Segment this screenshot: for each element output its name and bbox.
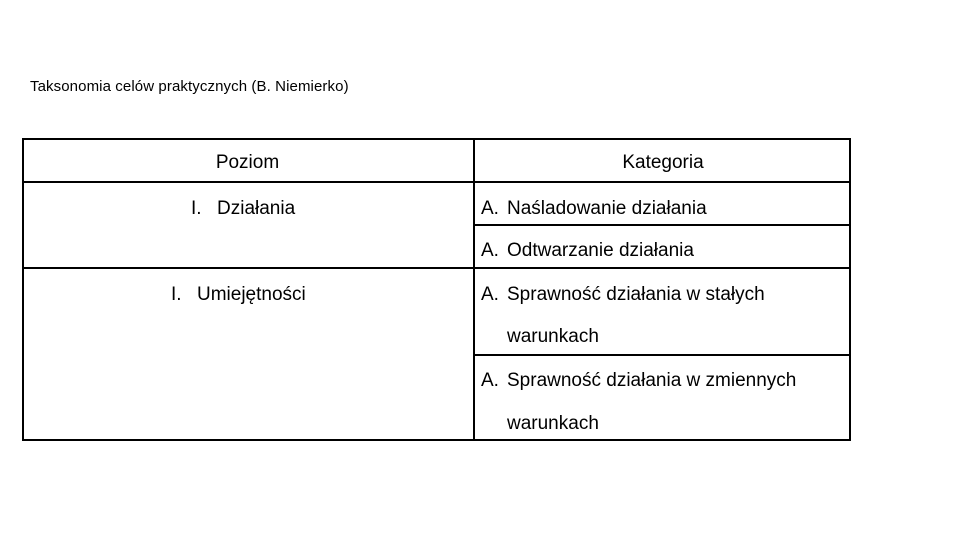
category-continuation: warunkach	[507, 326, 599, 347]
category-divider-2	[473, 354, 851, 356]
level-number: I.	[171, 284, 182, 305]
category-item-sprawnosc-zmienne	[481, 370, 796, 392]
category-label: Naśladowanie działania	[507, 198, 707, 219]
header-category: Kategoria	[622, 152, 704, 173]
category-label: Sprawność działania w stałych	[507, 284, 765, 305]
row-divider	[22, 267, 851, 269]
category-label: Odtwarzanie działania	[507, 240, 694, 261]
level-item-umiejetnosci	[171, 284, 306, 306]
category-item-sprawnosc-stale	[481, 284, 765, 306]
category-label: Sprawność działania w zmiennych	[507, 370, 797, 391]
page-title: Taksonomia celów praktycznych (B. Niemierko)	[30, 78, 349, 95]
level-label: Działania	[217, 198, 296, 219]
category-item-nasladowanie	[481, 198, 707, 220]
level-number: I.	[191, 198, 202, 219]
category-letter: A.	[481, 284, 499, 305]
column-divider	[473, 138, 475, 441]
level-label: Umiejętności	[197, 284, 306, 305]
category-letter: A.	[481, 370, 499, 391]
category-letter: A.	[481, 240, 499, 261]
category-letter: A.	[481, 198, 499, 219]
category-item-odtwarzanie	[481, 240, 694, 262]
header-row-divider	[22, 181, 851, 183]
level-item-dzialania	[191, 198, 295, 220]
header-level: Poziom	[215, 152, 280, 173]
category-divider-1	[473, 224, 851, 226]
category-continuation: warunkach	[507, 413, 599, 434]
